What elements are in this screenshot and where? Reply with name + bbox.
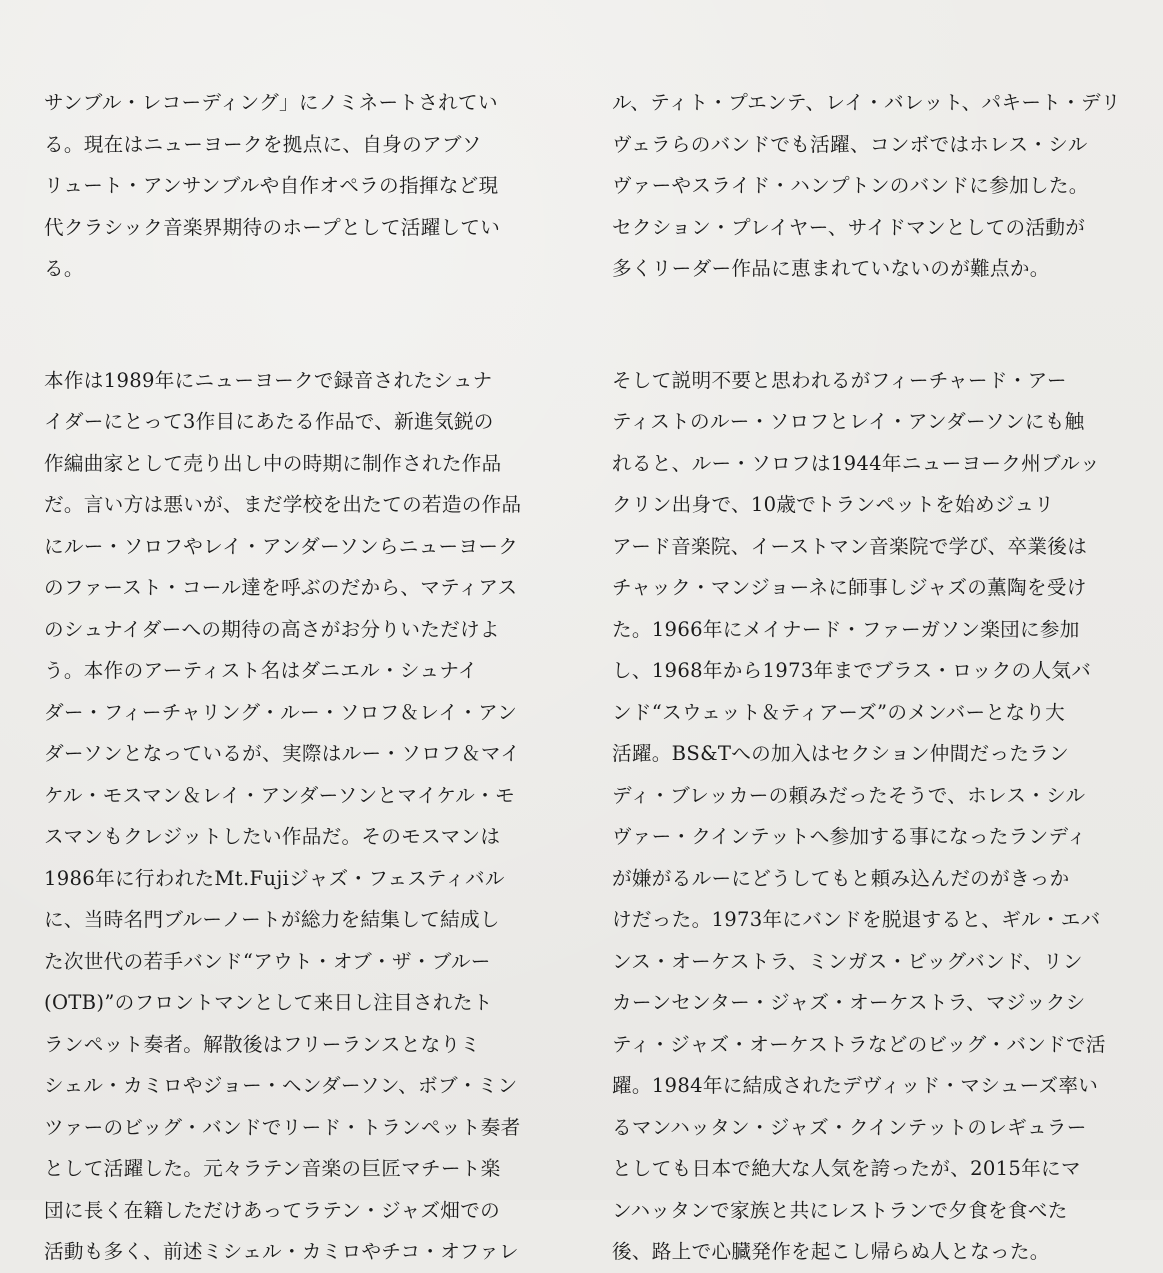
text-line: ヴァー・クインテットへ参加する事になったランディ	[612, 825, 1087, 848]
text-line: リュート・アンサンブルや自作オペラの指揮など現	[44, 174, 499, 197]
text-line: セクション・プレイヤー、サイドマンとしての活動が	[612, 215, 1086, 239]
right-column	[612, 82, 1121, 1273]
text-line: ダー・フィーチャリング・ルー・ソロフ＆レイ・アン	[44, 700, 518, 724]
text-line: ランペット奏者。解散後はフリーランスとなりミ	[44, 1032, 481, 1056]
text-line: にルー・ソロフやレイ・アンダーソンらニューヨーク	[44, 534, 519, 558]
paragraph-gap	[44, 290, 544, 360]
text-line: そして説明不要と思われるがフィーチャード・アー	[612, 368, 1067, 392]
text-line: 躍。1984年に結成されたデヴィッド・マシューズ率い	[612, 1074, 1099, 1097]
text-line: た次世代の若手バンド“アウト・オブ・ザ・ブルー	[44, 949, 491, 973]
text-line: 本作は1989年にニューヨークで録音されたシュナ	[44, 368, 493, 392]
text-line: クリン出身で、10歳でトランペットを始めジュリ	[612, 493, 1055, 516]
text-line: カーンセンター・ジャズ・オーケストラ、マジックシ	[612, 991, 1086, 1014]
text-line: 代クラシック音楽界期待のホープとして活躍してい	[44, 215, 501, 239]
paragraph-gap	[612, 290, 1112, 360]
text-line: ンス・オーケストラ、ミンガス・ビッグバンド、リン	[612, 949, 1083, 973]
text-line: 多くリーダー作品に恵まれていないのが難点か。	[612, 257, 1050, 280]
text-line: 後、路上で心臓発作を起こし帰らぬ人となった。	[612, 1240, 1050, 1263]
text-line: る。現在はニューヨークを拠点に、自身のアブソ	[44, 132, 482, 156]
text-line: 団に長く在籍しただけあってラテン・ジャズ畑での	[44, 1198, 500, 1222]
text-line: が嫌がるルーにどうしてもと頼み込んだのがきっか	[612, 866, 1070, 890]
text-line: 作編曲家として売り出し中の時期に制作された作品	[44, 451, 502, 475]
text-line: (OTB)”のフロントマンとして来日し注目されたト	[44, 991, 493, 1014]
text-line: サンブル・レコーディング」にノミネートされてい	[44, 91, 498, 114]
text-line: アード音楽院、イーストマン音楽院で学び、卒業後は	[612, 534, 1088, 558]
text-line: ル、ティト・プエンテ、レイ・バレット、パキート・デリ	[612, 91, 1121, 114]
text-line: ツァーのビッグ・バンドでリード・トランペット奏者	[44, 1115, 521, 1139]
text-line: に、当時名門ブルーノートが総力を結集して結成し	[44, 908, 500, 931]
text-line: のファースト・コール達を呼ぶのだから、マティアス	[44, 576, 518, 599]
text-line: として活躍した。元々ラテン音楽の巨匠マチート楽	[44, 1157, 501, 1180]
text-line: けだった。1973年にバンドを脱退すると、ギル・エバ	[612, 908, 1101, 931]
text-line: ティストのルー・ソロフとレイ・アンダーソンにも触	[612, 410, 1085, 433]
text-line: るマンハッタン・ジャズ・クインテットのレギュラー	[612, 1115, 1087, 1139]
text-line: としても日本で絶大な人気を誇ったが、2015年にマ	[612, 1157, 1081, 1180]
text-line: 活躍。BS&Tへの加入はセクション仲間だったラン	[612, 742, 1070, 765]
left-column	[44, 82, 544, 1273]
text-line: し、1968年から1973年までブラス・ロックの人気バ	[612, 659, 1092, 682]
text-line: ダーソンとなっているが、実際はルー・ソロフ＆マイ	[44, 742, 521, 765]
text-line: る。	[44, 257, 84, 280]
paragraph	[612, 82, 1121, 290]
text-line: ンド“スウェット＆ティアーズ”のメンバーとなり大	[612, 700, 1066, 724]
text-line: ヴァーやスライド・ハンプトンのバンドに参加した。	[612, 174, 1089, 197]
text-line: 1986年に行われたMt.Fujiジャズ・フェスティバル	[44, 866, 505, 890]
text-line: ティ・ジャズ・オーケストラなどのビッグ・バンドで活	[612, 1032, 1106, 1056]
text-line: イダーにとって3作目にあたる作品で、新進気鋭の	[44, 410, 494, 433]
text-line: ディ・ブレッカーの頼みだったそうで、ホレス・シル	[612, 783, 1086, 807]
text-line: シェル・カミロやジョー・ヘンダーソン、ボブ・ミン	[44, 1074, 518, 1097]
text-line: だ。言い方は悪いが、まだ学校を出たての若造の作品	[44, 493, 522, 516]
text-line: スマンもクレジットしたい作品だ。そのモスマンは	[44, 825, 501, 848]
text-line: ヴェラらのバンドでも活躍、コンボではホレス・シル	[612, 132, 1088, 156]
paragraph	[44, 360, 544, 1273]
text-line: た。1966年にメイナード・ファーガソン楽団に参加	[612, 617, 1080, 641]
text-line: ンハッタンで家族と共にレストランで夕食を食べた	[612, 1198, 1068, 1222]
text-line: う。本作のアーティスト名はダニエル・シュナイ	[44, 659, 478, 682]
paragraph	[44, 82, 544, 290]
text-line: れると、ルー・ソロフは1944年ニューヨーク州ブルッ	[612, 451, 1100, 475]
text-line: チャック・マンジョーネに師事しジャズの薫陶を受け	[612, 576, 1087, 599]
text-line: 活動も多く、前述ミシェル・カミロやチコ・オファレ	[44, 1240, 519, 1263]
text-line: ケル・モスマン＆レイ・アンダーソンとマイケル・モ	[44, 783, 515, 807]
paragraph	[612, 360, 1112, 1273]
text-line: のシュナイダーへの期待の高さがお分りいただけよ	[44, 617, 500, 641]
